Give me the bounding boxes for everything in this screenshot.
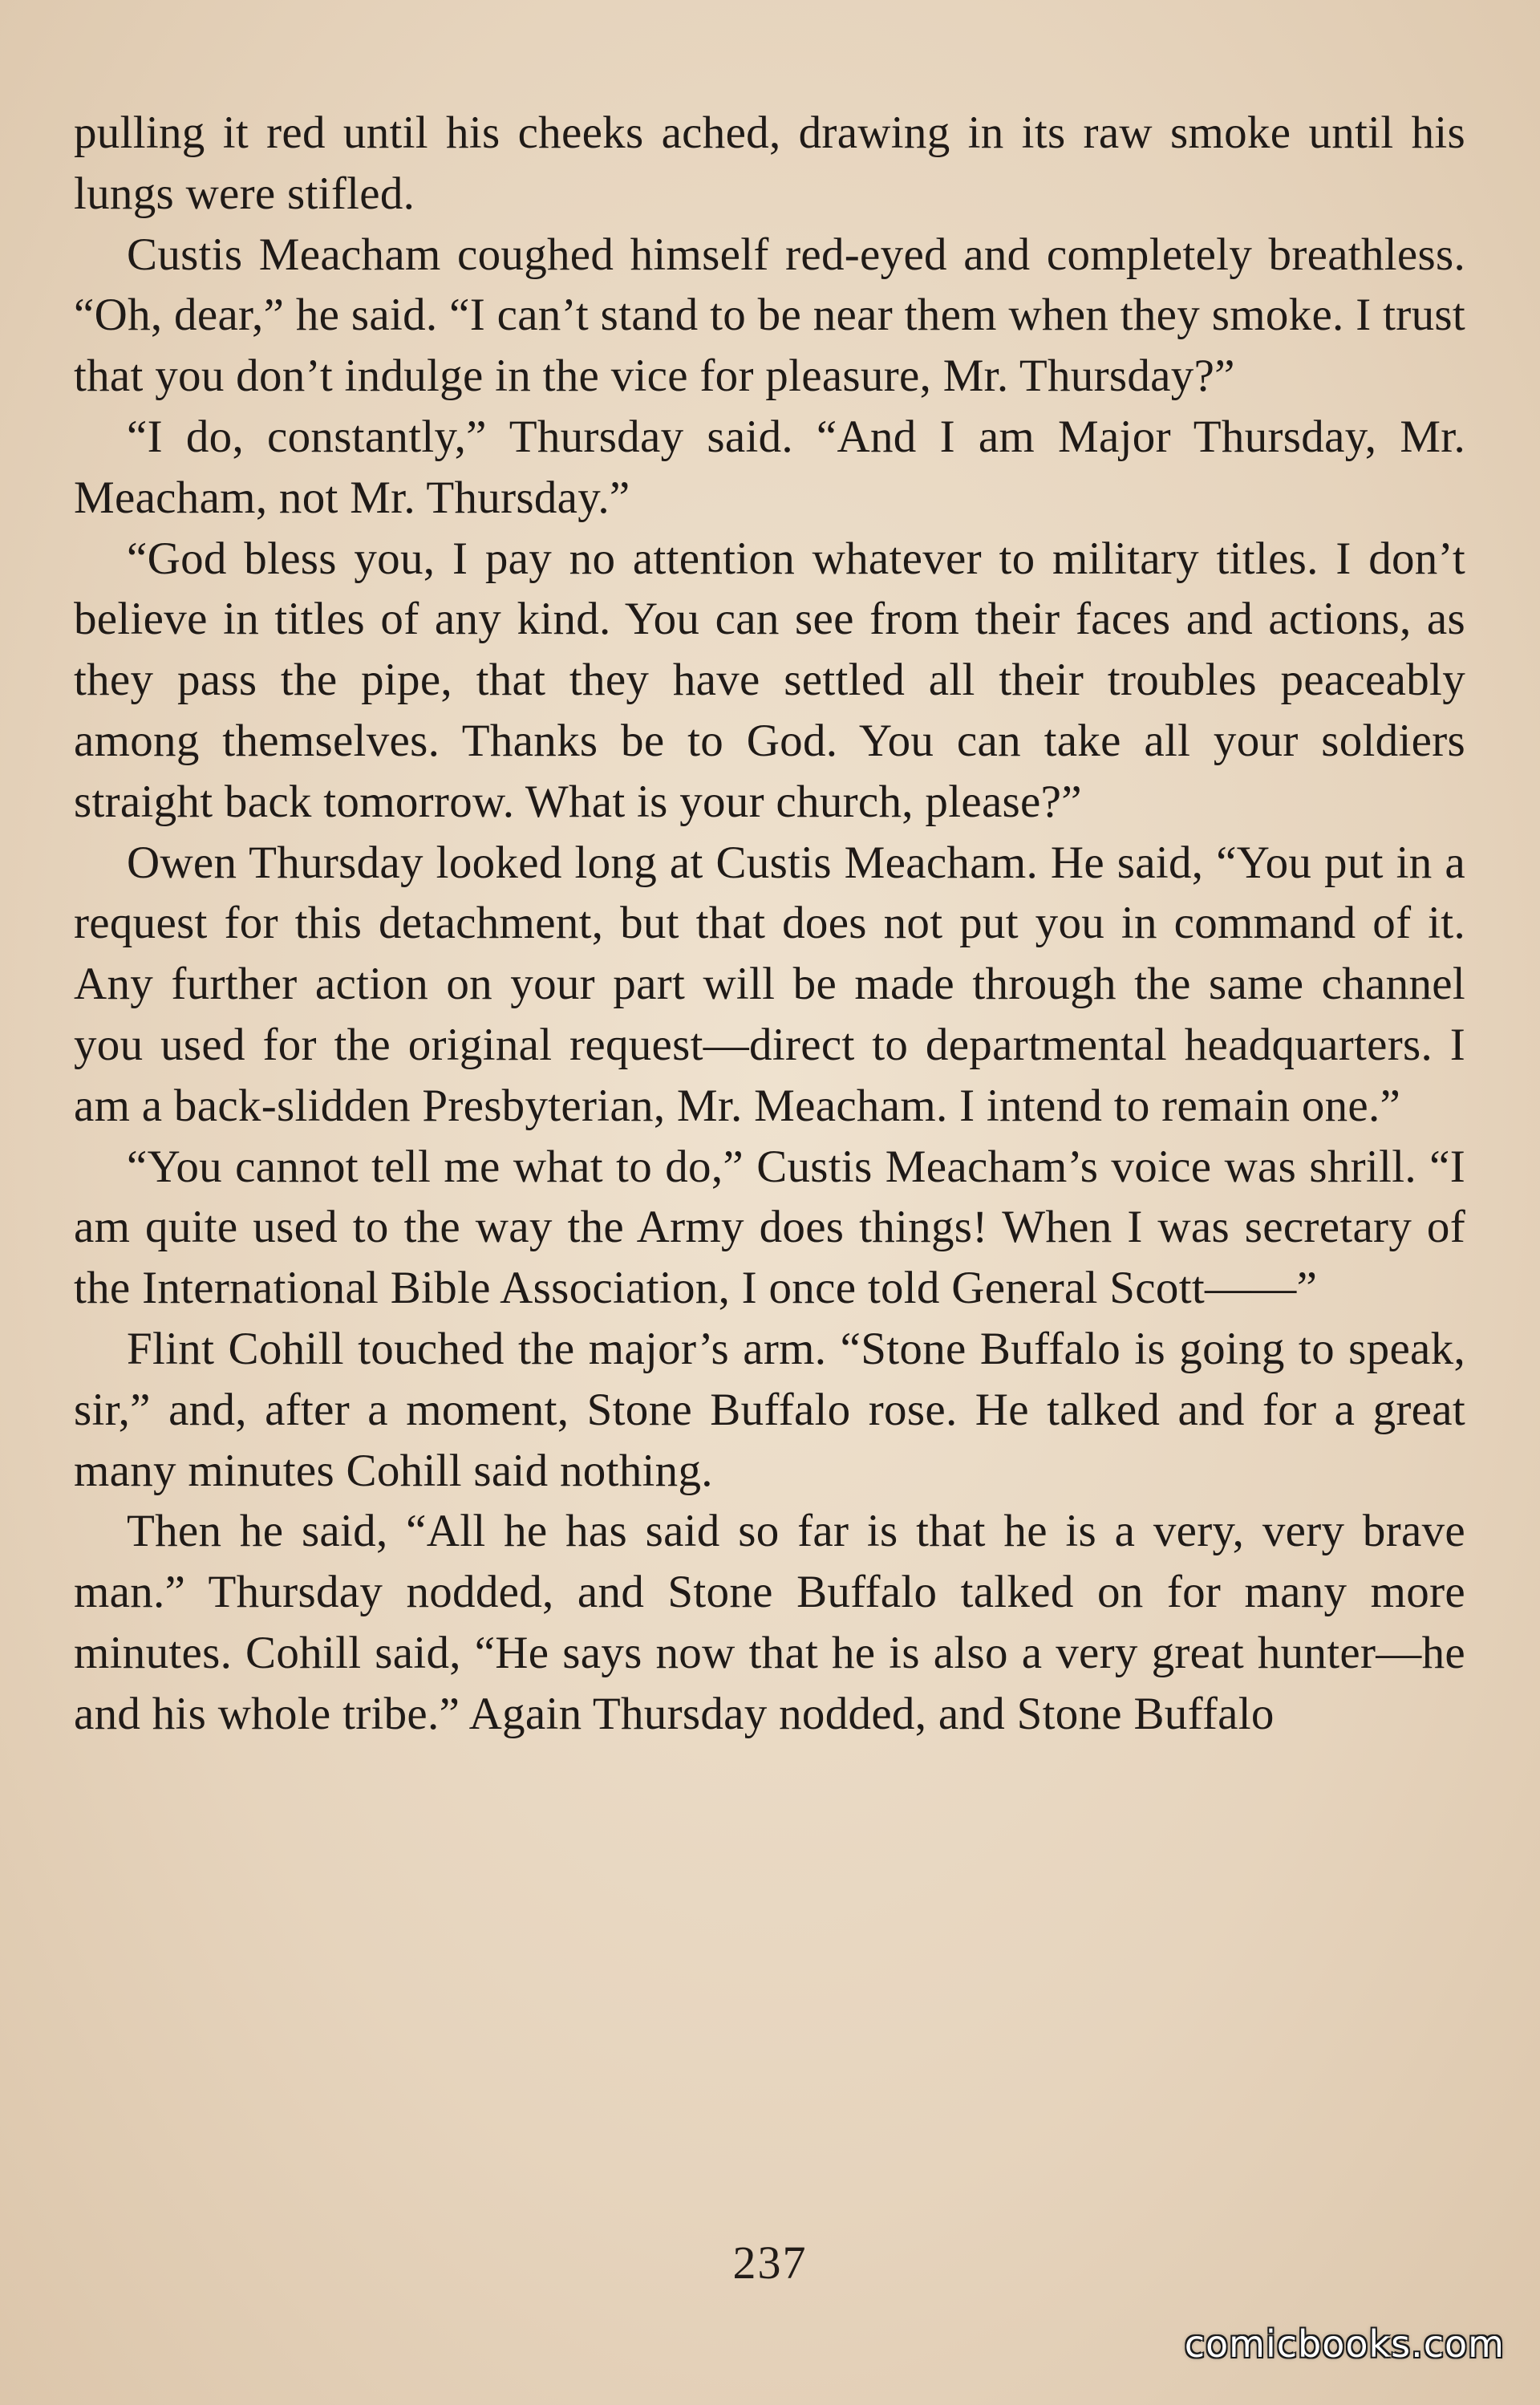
paragraph: Owen Thursday looked long at Custis Meacham. He said, “You put in a request for this detachment, but that does not put you in command of it. Any further action on your part will be made through the same channel you used for the original request—direct to departmental headquarters. I am a back-slidden Presbyterian, Mr. Meacham. I intend to remain one.” bbox=[74, 837, 1465, 1131]
paragraph: Then he said, “All he has said so far is that he is a very, very brave man.” Thursday nodded, and Stone Buffalo talked on for many more minutes. Cohill said, “He says now that he is also a very great hunter—he and his whole tribe.” Again Thursday nodded, and Stone Buffalo bbox=[74, 1506, 1465, 1739]
paragraph-continuation: pulling it red until his cheeks ached, drawing in its raw smoke until his lungs were stifled. bbox=[74, 107, 1465, 219]
paragraph: “I do, constantly,” Thursday said. “And I am Major Thursday, Mr. Meacham, not Mr. Thursday.” bbox=[74, 411, 1465, 523]
paragraph: “You cannot tell me what to do,” Custis Meacham’s voice was shrill. “I am quite used to the way the Army does things! When I was secretary of the International Bible Association, I once told General Scott——” bbox=[74, 1141, 1465, 1314]
paragraph: Flint Cohill touched the major’s arm. “Stone Buffalo is going to speak, sir,” and, after a moment, Stone Buffalo rose. He talked and for a great many minutes Cohill said nothing. bbox=[74, 1323, 1465, 1496]
page-number: 237 bbox=[732, 2237, 808, 2289]
body-text bbox=[74, 103, 1465, 1745]
paragraph: Custis Meacham coughed himself red-eyed and completely breathless. “Oh, dear,” he said. “I can’t stand to be near them when they smoke. I trust that you don’t indulge in the vice for pleasure, Mr. Thursday?” bbox=[74, 229, 1465, 402]
watermark: comicbooks.com bbox=[1184, 2322, 1505, 2366]
paragraph: “God bless you, I pay no attention whatever to military titles. I don’t believe in titles of any kind. You can see from their faces and actions, as they pass the pipe, that they have settled all their troubles peaceably among themselves. Thanks be to God. You can take all your soldiers straight back tomorrow. What is your church, please?” bbox=[74, 533, 1465, 827]
